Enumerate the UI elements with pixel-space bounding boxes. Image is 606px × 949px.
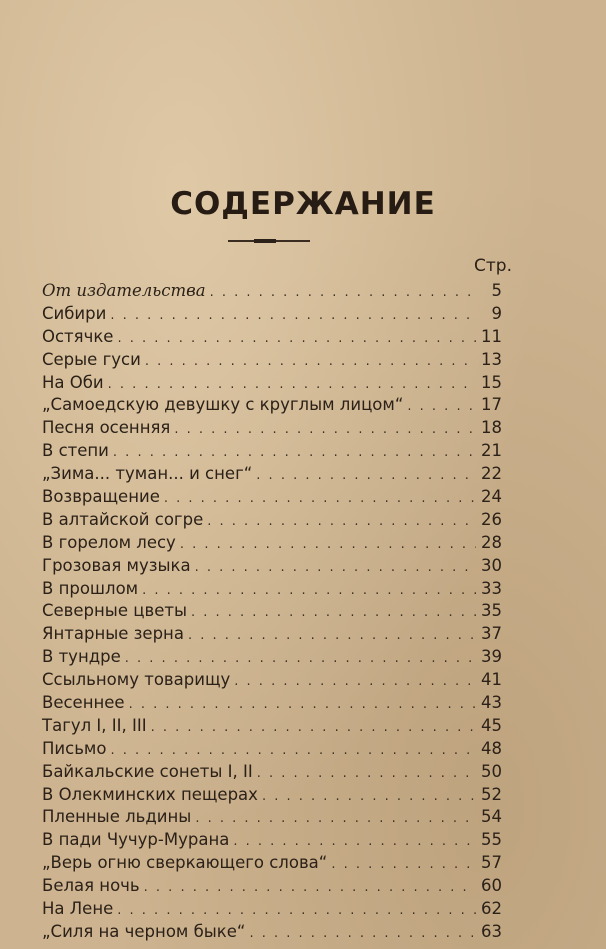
toc-dot-leader (188, 625, 476, 647)
toc-entry (42, 578, 502, 601)
toc-entry-page-number: 35 (481, 601, 502, 621)
toc-entry (42, 303, 502, 326)
toc-entry-page-number: 24 (481, 487, 502, 507)
toc-dot-leader (195, 557, 476, 579)
toc-entry-title: В прошлом (42, 578, 139, 598)
toc-entry-title: Письмо (42, 738, 107, 758)
toc-dot-leader (145, 351, 476, 373)
toc-entry-page-number: 15 (481, 372, 502, 392)
toc-entry-page-number: 28 (481, 532, 502, 552)
toc-entry-page-number: 55 (481, 830, 502, 850)
toc-entry-title: Байкальские сонеты I, II (42, 761, 253, 781)
toc-entry-page-number: 13 (481, 349, 502, 369)
toc-entry-title: „Самоедскую девушку с круглым лицом“ (42, 395, 404, 415)
toc-entry (42, 509, 502, 532)
toc-entry-page-number: 48 (481, 738, 502, 758)
toc-entry-page-number: 62 (481, 899, 502, 919)
heading-ornament-rule (228, 240, 310, 242)
toc-dot-leader (110, 305, 476, 327)
toc-entry-page-number: 21 (481, 441, 502, 461)
toc-dot-leader (151, 717, 476, 739)
toc-entry-title: На Оби (42, 372, 104, 392)
toc-entry-title: Белая ночь (42, 876, 140, 896)
toc-entry (42, 921, 502, 944)
toc-entry-title: Пленные льдины (42, 807, 192, 827)
toc-dot-leader (108, 374, 476, 396)
toc-entry-page-number: 26 (481, 509, 502, 529)
toc-dot-leader (191, 602, 476, 624)
toc-entry-page-number: 17 (481, 395, 502, 415)
toc-entry (42, 600, 502, 623)
toc-dot-leader (110, 740, 476, 762)
toc-entry-title: Грозовая музыка (42, 555, 191, 575)
toc-dot-leader (256, 465, 476, 487)
toc-entry-title: Остячке (42, 326, 114, 346)
toc-entry-title: Тагул I, II, III (42, 715, 147, 735)
toc-entry (42, 486, 502, 509)
toc-entry-page-number: 52 (481, 784, 502, 804)
toc-entry (42, 806, 502, 829)
toc-entry-page-number: 9 (491, 303, 502, 323)
toc-entry-title: Весеннее (42, 693, 125, 713)
toc-entry (42, 349, 502, 372)
toc-dot-leader (207, 511, 476, 533)
toc-entry-page-number: 63 (481, 921, 502, 941)
toc-dot-leader (129, 694, 476, 716)
toc-entry (42, 417, 502, 440)
toc-entry (42, 394, 502, 417)
toc-dot-leader (262, 786, 476, 808)
toc-dot-leader (142, 580, 476, 602)
toc-entry (42, 715, 502, 738)
toc-entry (42, 326, 502, 349)
toc-dot-leader (125, 648, 476, 670)
toc-entry-title: В алтайской согре (42, 509, 204, 529)
toc-entry (42, 738, 502, 761)
toc-dot-leader (234, 671, 476, 693)
toc-entry (42, 555, 502, 578)
toc-entry-page-number: 41 (481, 670, 502, 690)
toc-entry-page-number: 18 (481, 418, 502, 438)
toc-entry (42, 463, 502, 486)
toc-entry (42, 875, 502, 898)
toc-entry-page-number: 22 (481, 464, 502, 484)
toc-entry (42, 898, 502, 921)
toc-entry-page-number: 5 (491, 281, 502, 300)
toc-entry-page-number: 39 (481, 647, 502, 667)
toc-dot-leader (113, 442, 476, 464)
toc-dot-leader (249, 923, 476, 945)
toc-dot-leader (117, 328, 476, 350)
toc-dot-leader (407, 396, 476, 418)
toc-entry-title: В Олекминских пещерах (42, 784, 258, 804)
toc-entry-title: На Лене (42, 899, 114, 919)
toc-entry (42, 372, 502, 395)
toc-entry-page-number: 30 (481, 555, 502, 575)
toc-entry (42, 761, 502, 784)
toc-entry-title: В степи (42, 441, 109, 461)
toc-entry-page-number: 33 (481, 578, 502, 598)
toc-dot-leader (257, 763, 476, 785)
toc-entry-title: Сибири (42, 303, 107, 323)
toc-entry (42, 692, 502, 715)
toc-entry (42, 623, 502, 646)
toc-entry-title: В пади Чучур-Мурана (42, 830, 230, 850)
toc-entry (42, 852, 502, 875)
toc-entry-title: „Силя на черном быке“ (42, 921, 246, 941)
heading-ornament-dash (254, 239, 276, 243)
toc-dot-leader (195, 808, 476, 830)
toc-entry-title: Северные цветы (42, 601, 187, 621)
contents-heading: СОДЕРЖАНИЕ (170, 186, 436, 222)
toc-entry-page-number: 54 (481, 807, 502, 827)
toc-entry-title: Песня осенняя (42, 418, 171, 438)
toc-entry-page-number: 45 (481, 715, 502, 735)
toc-entry (42, 784, 502, 807)
toc-entry (42, 829, 502, 852)
toc-dot-leader (117, 900, 476, 922)
toc-entry-page-number: 50 (481, 761, 502, 781)
toc-entry (42, 669, 502, 692)
toc-entry-title: Янтарные зерна (42, 624, 184, 644)
toc-entry-title: „Зима... туман... и снег“ (42, 464, 253, 484)
toc-entry-title: От издательства (42, 281, 206, 300)
toc-entry-title: В тундре (42, 647, 121, 667)
toc-dot-leader (174, 419, 476, 441)
toc-dot-leader (210, 282, 476, 304)
toc-dot-leader (331, 854, 476, 876)
toc-entry (42, 646, 502, 669)
toc-entry (42, 280, 502, 303)
toc-entry-title: Ссыльному товарищу (42, 670, 231, 690)
toc-entry (42, 440, 502, 463)
toc-entry-page-number: 57 (481, 853, 502, 873)
toc-entry-title: Серые гуси (42, 349, 141, 369)
toc-entry (42, 532, 502, 555)
toc-entry-page-number: 43 (481, 693, 502, 713)
page-column-label: Стр. (474, 256, 512, 276)
toc-dot-leader (164, 488, 476, 510)
toc-entry-page-number: 11 (481, 326, 502, 346)
toc-entry-page-number: 37 (481, 624, 502, 644)
toc-entry-title: В горелом лесу (42, 532, 176, 552)
toc-dot-leader (233, 831, 476, 853)
table-of-contents (42, 280, 502, 944)
toc-entry-page-number: 60 (481, 876, 502, 896)
toc-dot-leader (180, 534, 476, 556)
toc-entry-title: „Верь огню сверкающего слова“ (42, 853, 328, 873)
toc-entry-title: Возвращение (42, 487, 160, 507)
toc-dot-leader (144, 877, 476, 899)
